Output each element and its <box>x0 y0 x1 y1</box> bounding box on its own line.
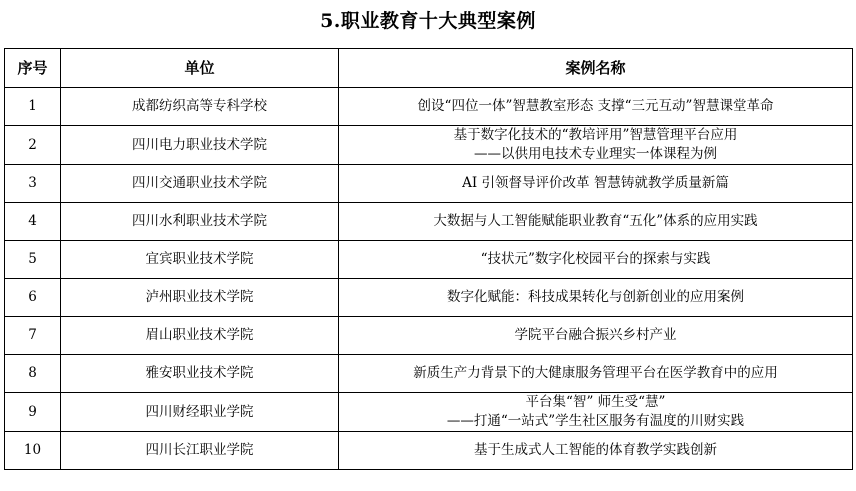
row-case-name <box>339 203 853 241</box>
row-number: 8 <box>5 355 61 393</box>
row-number: 6 <box>5 279 61 317</box>
row-unit: 四川电力职业技术学院 <box>61 126 339 165</box>
row-case-name <box>339 126 853 165</box>
row-case-name <box>339 241 853 279</box>
case-name-line: 数字化赋能：科技成果转化与创新创业的应用案例 <box>447 289 744 305</box>
case-name-line: 平台集“智” 师生受“慧” <box>525 394 666 410</box>
row-unit: 四川交通职业技术学院 <box>61 165 339 203</box>
header-number: 序号 <box>5 49 61 88</box>
row-number: 2 <box>5 126 61 165</box>
table-row <box>5 355 853 393</box>
row-unit: 雅安职业技术学院 <box>61 355 339 393</box>
table-row <box>5 279 853 317</box>
table-row <box>5 165 853 203</box>
row-unit: 宜宾职业技术学院 <box>61 241 339 279</box>
row-unit: 四川财经职业学院 <box>61 393 339 432</box>
row-case-name <box>339 88 853 126</box>
cases-table <box>4 48 853 470</box>
page-title: 5.职业教育十大典型案例 <box>320 10 536 32</box>
case-name-line: 新质生产力背景下的大健康服务管理平台在医学教育中的应用 <box>413 365 778 381</box>
row-number: 7 <box>5 317 61 355</box>
row-unit: 四川长江职业学院 <box>61 432 339 470</box>
row-number: 9 <box>5 393 61 432</box>
row-case-name <box>339 355 853 393</box>
case-name-line: 创设“四位一体”智慧教室形态 支撑“三元互动”智慧课堂革命 <box>417 98 774 114</box>
case-name-line: ——以供用电技术专业理实一体课程为例 <box>474 146 717 162</box>
row-unit: 成都纺织高等专科学校 <box>61 88 339 126</box>
row-number: 1 <box>5 88 61 126</box>
row-unit: 泸州职业技术学院 <box>61 279 339 317</box>
row-unit: 四川水利职业技术学院 <box>61 203 339 241</box>
row-case-name <box>339 393 853 432</box>
case-name-line: 基于数字化技术的“教培评用”智慧管理平台应用 <box>453 127 738 143</box>
row-number: 10 <box>5 432 61 470</box>
table-row <box>5 432 853 470</box>
header-case-name: 案例名称 <box>339 49 853 88</box>
table-row <box>5 88 853 126</box>
row-case-name <box>339 165 853 203</box>
row-case-name <box>339 279 853 317</box>
row-case-name <box>339 317 853 355</box>
case-name-line: 基于生成式人工智能的体育教学实践创新 <box>474 442 717 458</box>
row-unit: 眉山职业技术学院 <box>61 317 339 355</box>
row-number: 5 <box>5 241 61 279</box>
header-unit: 单位 <box>61 49 339 88</box>
row-case-name <box>339 432 853 470</box>
case-name-line: ——打通“一站式”学生社区服务有温度的川财实践 <box>446 413 745 429</box>
row-number: 3 <box>5 165 61 203</box>
table-row <box>5 317 853 355</box>
table-header-row <box>5 49 853 88</box>
row-number: 4 <box>5 203 61 241</box>
case-name-line: AI 引领督导评价改革 智慧铸就教学质量新篇 <box>462 175 729 191</box>
table-row <box>5 126 853 165</box>
table-row <box>5 203 853 241</box>
table-row <box>5 241 853 279</box>
table-row <box>5 393 853 432</box>
case-name-line: 大数据与人工智能赋能职业教育“五化”体系的应用实践 <box>433 213 758 229</box>
case-name-line: 学院平台融合振兴乡村产业 <box>514 327 677 343</box>
case-name-line: “技状元”数字化校园平台的探索与实践 <box>480 251 711 267</box>
